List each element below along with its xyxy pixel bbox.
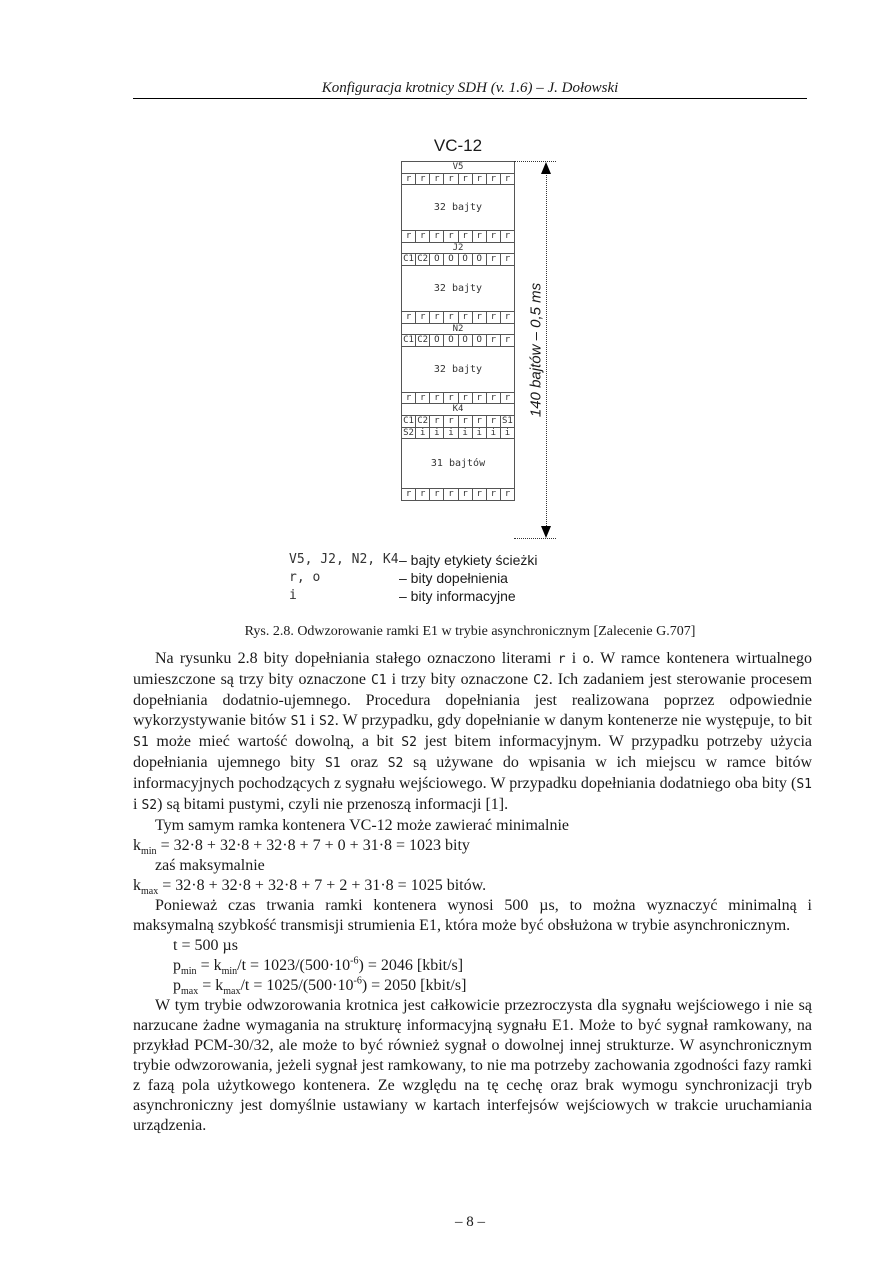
- bit-cell: r: [444, 231, 458, 242]
- bit-cell: C1: [402, 335, 416, 346]
- block-32-bytes-1: 32 bajty: [402, 185, 514, 231]
- paragraph: W tym trybie odwzorowania krotnica jest całkowicie przezroczysta dla sygnału wejściowego i nie są narzucane żadne wymagania na strukturę informacyjną sygnału E1. Może to być sygnał ramkowany, na przykład PCM-30/32, ale może to być również sygnał o dowolnej innej strukturze. W asynchronicznym trybie odwzorowania, jeżeli sygnał jest ramkowany, to nie ma potrzeby zachowania zgodności fazy ramki z fazą pola użytkowego kontenera. Ze względu na tę cechę oraz brak wymogu synchronizacji tryb asynchroniczny jest domyślnie ustawiany w kartach interfejsów wejściowych w trakcie uruchamiania urządzenia.: [133, 997, 812, 1134]
- bit-cell: r: [430, 489, 444, 500]
- bit-cell: i: [430, 428, 444, 439]
- bit-cell: O: [459, 254, 473, 265]
- bit-cell: i: [504, 427, 511, 438]
- bit-cell: r: [402, 489, 416, 500]
- legend-value: – bajty etykiety ścieżki: [399, 552, 538, 568]
- page-number: – 8 –: [455, 1214, 485, 1230]
- bit-cell: r: [473, 174, 487, 185]
- text-span: k: [133, 877, 141, 894]
- text-span: = k: [202, 977, 224, 994]
- bit-cell: r: [459, 489, 473, 500]
- bit-cell: C2: [416, 416, 430, 427]
- bit-cell: r: [444, 393, 458, 404]
- symbol: S2: [319, 714, 335, 729]
- symbol: C1: [370, 673, 387, 688]
- legend-row: [289, 569, 538, 587]
- bit-cell: r: [504, 392, 511, 403]
- bit-cell: r: [444, 174, 458, 185]
- legend-key: i: [289, 588, 297, 603]
- bit-cell: O: [473, 335, 487, 346]
- bit-cell: i: [416, 428, 430, 439]
- block-31-bytes: 31 bajtów: [402, 439, 514, 489]
- text-span: . W przypadku, gdy dopełnianie w danym kontenerze nie występuje, to bit: [334, 712, 813, 729]
- subscript: max: [223, 986, 241, 998]
- subscript: min: [221, 966, 238, 978]
- symbol: S2: [401, 735, 417, 750]
- bit-cell: C1: [402, 416, 416, 427]
- bit-cell: r: [416, 393, 430, 404]
- bit-cell: r: [444, 489, 458, 500]
- bit-cell: r: [459, 312, 473, 323]
- bit-cell: O: [430, 335, 444, 346]
- s-i-row: [402, 428, 514, 440]
- bit-cell: i: [487, 428, 501, 439]
- legend-key: V5, J2, N2, K4: [289, 552, 399, 567]
- dimension-bottom-line: [514, 538, 556, 539]
- text-span: ) = 2050 [kbit/s]: [361, 977, 467, 994]
- block-32-bytes-3: 32 bajty: [402, 347, 514, 393]
- text-span: p: [173, 957, 181, 974]
- running-header: Konfiguracja krotnicy SDH (v. 1.6) – J. Dołowski: [321, 80, 619, 96]
- text-span: i trzy bity oznaczone: [391, 671, 529, 688]
- bit-cell: r: [487, 416, 501, 427]
- subscript: min: [181, 966, 197, 978]
- symbol: S2: [141, 798, 158, 813]
- text-span: . W ramce kontenera wirtualnego umieszczone są trzy bity oznaczone: [133, 650, 813, 688]
- symbol: o: [582, 652, 591, 667]
- text-span: i: [133, 796, 138, 813]
- legend-row: [289, 587, 538, 605]
- arrow-up-icon: [541, 162, 551, 174]
- text-span: są używane do wpisania w ich miejscu w ramce bitów informacyjnych pochodzących z sygnału wejściowego. W przypadku dopełniania dodatniego oba bity (: [133, 754, 813, 792]
- bit-cell: r: [487, 254, 501, 265]
- symbol: S1: [133, 735, 149, 750]
- bit-cell: r: [473, 393, 487, 404]
- bit-cell: O: [444, 254, 458, 265]
- r-row: [402, 393, 514, 405]
- bit-cell: r: [402, 312, 416, 323]
- bit-cell: r: [487, 312, 501, 323]
- bit-cell: r: [430, 312, 444, 323]
- text-span: /t = 1025/(500·10: [240, 977, 354, 994]
- legend-key: r, o: [289, 570, 321, 585]
- c-row: [402, 335, 514, 347]
- r-row: [402, 312, 514, 324]
- label-j2: J2: [402, 243, 514, 255]
- bit-cell: r: [459, 416, 473, 427]
- text-span: może mieć wartość dowolną, a bit: [156, 733, 394, 750]
- bit-cell: r: [504, 489, 511, 500]
- label-n2: N2: [402, 324, 514, 336]
- bit-cell: r: [459, 174, 473, 185]
- bit-cell: r: [444, 416, 458, 427]
- superscript: -6: [353, 975, 362, 987]
- paragraph: zaś maksymalnie: [155, 857, 265, 874]
- equation-t: t = 500 µs: [173, 937, 238, 954]
- r-row: [402, 231, 514, 243]
- c-s-row: [402, 416, 514, 428]
- bit-cell: r: [402, 393, 416, 404]
- bit-cell: r: [487, 335, 501, 346]
- equation-pmax: [133, 976, 812, 996]
- bit-cell: r: [504, 231, 511, 242]
- dimension-line: [546, 170, 547, 530]
- bit-cell: r: [430, 393, 444, 404]
- bit-cell: r: [473, 489, 487, 500]
- bit-cell: r: [504, 254, 511, 265]
- equation-kmax: [133, 876, 812, 896]
- bit-cell: r: [416, 174, 430, 185]
- equation-pmin: [133, 956, 812, 976]
- bit-cell: C2: [416, 254, 430, 265]
- arrow-down-icon: [541, 526, 551, 538]
- bit-cell: i: [459, 428, 473, 439]
- bit-cell: i: [473, 428, 487, 439]
- bit-cell: r: [459, 231, 473, 242]
- symbol: r: [557, 652, 566, 667]
- symbol: S2: [387, 756, 404, 771]
- diagram-title: VC-12: [433, 136, 483, 155]
- bit-cell: r: [487, 489, 501, 500]
- legend: [289, 551, 538, 605]
- header-rule: [133, 98, 807, 99]
- bit-cell: O: [444, 335, 458, 346]
- bit-cell: O: [459, 335, 473, 346]
- bit-cell: r: [416, 231, 430, 242]
- dimension-label: 140 bajtów – 0,5 ms: [527, 282, 545, 418]
- bit-cell: r: [473, 312, 487, 323]
- bit-cell: r: [402, 231, 416, 242]
- symbol: S1: [290, 714, 307, 729]
- superscript: -6: [350, 955, 359, 967]
- bit-cell: r: [459, 393, 473, 404]
- r-row: [402, 489, 514, 501]
- legend-value: – bity informacyjne: [399, 588, 516, 604]
- bit-cell: r: [430, 174, 444, 185]
- block-32-bytes-2: 32 bajty: [402, 266, 514, 312]
- bit-cell: C1: [402, 254, 416, 265]
- text-span: . Ich zadaniem jest sterowanie procesem dopełniania dodatnio-ujemnego. Procedura dopełniania jest realizowana poprzez odpowiednie wykorzystywanie bitów: [133, 671, 813, 729]
- text-span: ) są bitami pustymi, czyli nie przenoszą informacji [1].: [157, 796, 509, 813]
- bit-cell: r: [430, 231, 444, 242]
- bit-cell: S1: [502, 415, 513, 426]
- bit-cell: O: [473, 254, 487, 265]
- text-span: jest bitem informacyjnym. W przypadku potrzeby użycia dopełniania ujemnego bity: [133, 733, 813, 771]
- bit-cell: C2: [416, 335, 430, 346]
- subscript: max: [141, 886, 159, 898]
- legend-row: [289, 551, 538, 569]
- bit-cell: r: [416, 312, 430, 323]
- r-row: [402, 174, 514, 186]
- bit-cell: r: [504, 173, 511, 184]
- bit-cell: r: [473, 416, 487, 427]
- text-span: = 32·8 + 32·8 + 32·8 + 7 + 0 + 31·8 = 1023 bity: [160, 837, 470, 854]
- bit-cell: r: [504, 311, 511, 322]
- symbol: S1: [796, 777, 812, 792]
- label-v5: V5: [402, 162, 514, 174]
- bit-cell: O: [430, 254, 444, 265]
- legend-value: – bity dopełnienia: [399, 570, 508, 586]
- symbol: S1: [324, 756, 341, 771]
- bit-cell: r: [473, 231, 487, 242]
- symbol: C2: [533, 673, 549, 688]
- bit-cell: r: [487, 174, 501, 185]
- paragraph: Tym samym ramka kontenera VC-12 może zawierać minimalnie: [155, 817, 569, 834]
- c-row: [402, 254, 514, 266]
- bit-cell: S2: [402, 428, 416, 439]
- text-span: p: [173, 977, 181, 994]
- text-span: Na rysunku 2.8 bity dopełniania stałego oznaczono literami: [155, 650, 552, 667]
- bit-cell: r: [487, 231, 501, 242]
- bit-cell: i: [444, 428, 458, 439]
- subscript: max: [181, 986, 199, 998]
- equation-kmin: [133, 836, 812, 856]
- text-span: oraz: [350, 754, 378, 771]
- subscript: min: [141, 846, 157, 858]
- vc12-frame: [401, 161, 515, 501]
- text-span: ) = 2046 [kbit/s]: [358, 957, 464, 974]
- bit-cell: r: [444, 312, 458, 323]
- bit-cell: r: [402, 174, 416, 185]
- label-k4: K4: [402, 404, 514, 416]
- bit-cell: r: [416, 489, 430, 500]
- text-span: = k: [200, 957, 222, 974]
- bit-cell: r: [430, 416, 444, 427]
- bit-cell: r: [487, 393, 501, 404]
- text-span: = 32·8 + 32·8 + 32·8 + 7 + 2 + 31·8 = 1025 bitów.: [162, 877, 487, 894]
- text-span: /t = 1023/(500·10: [237, 957, 351, 974]
- bit-cell: r: [504, 335, 511, 346]
- paragraph: Ponieważ czas trwania ramki kontenera wynosi 500 µs, to można wyznaczyć minimalną i maksymalną szybkość transmisji strumienia E1, która może być obsłużona w trybie asynchronicznym.: [133, 897, 812, 934]
- paragraph: [133, 649, 812, 816]
- body-text: [133, 649, 812, 1136]
- figure-caption: Rys. 2.8. Odwzorowanie ramki E1 w trybie asynchronicznym [Zalecenie G.707]: [244, 624, 696, 639]
- text-span: i: [310, 712, 315, 729]
- text-span: i: [571, 650, 577, 667]
- text-span: k: [133, 837, 141, 854]
